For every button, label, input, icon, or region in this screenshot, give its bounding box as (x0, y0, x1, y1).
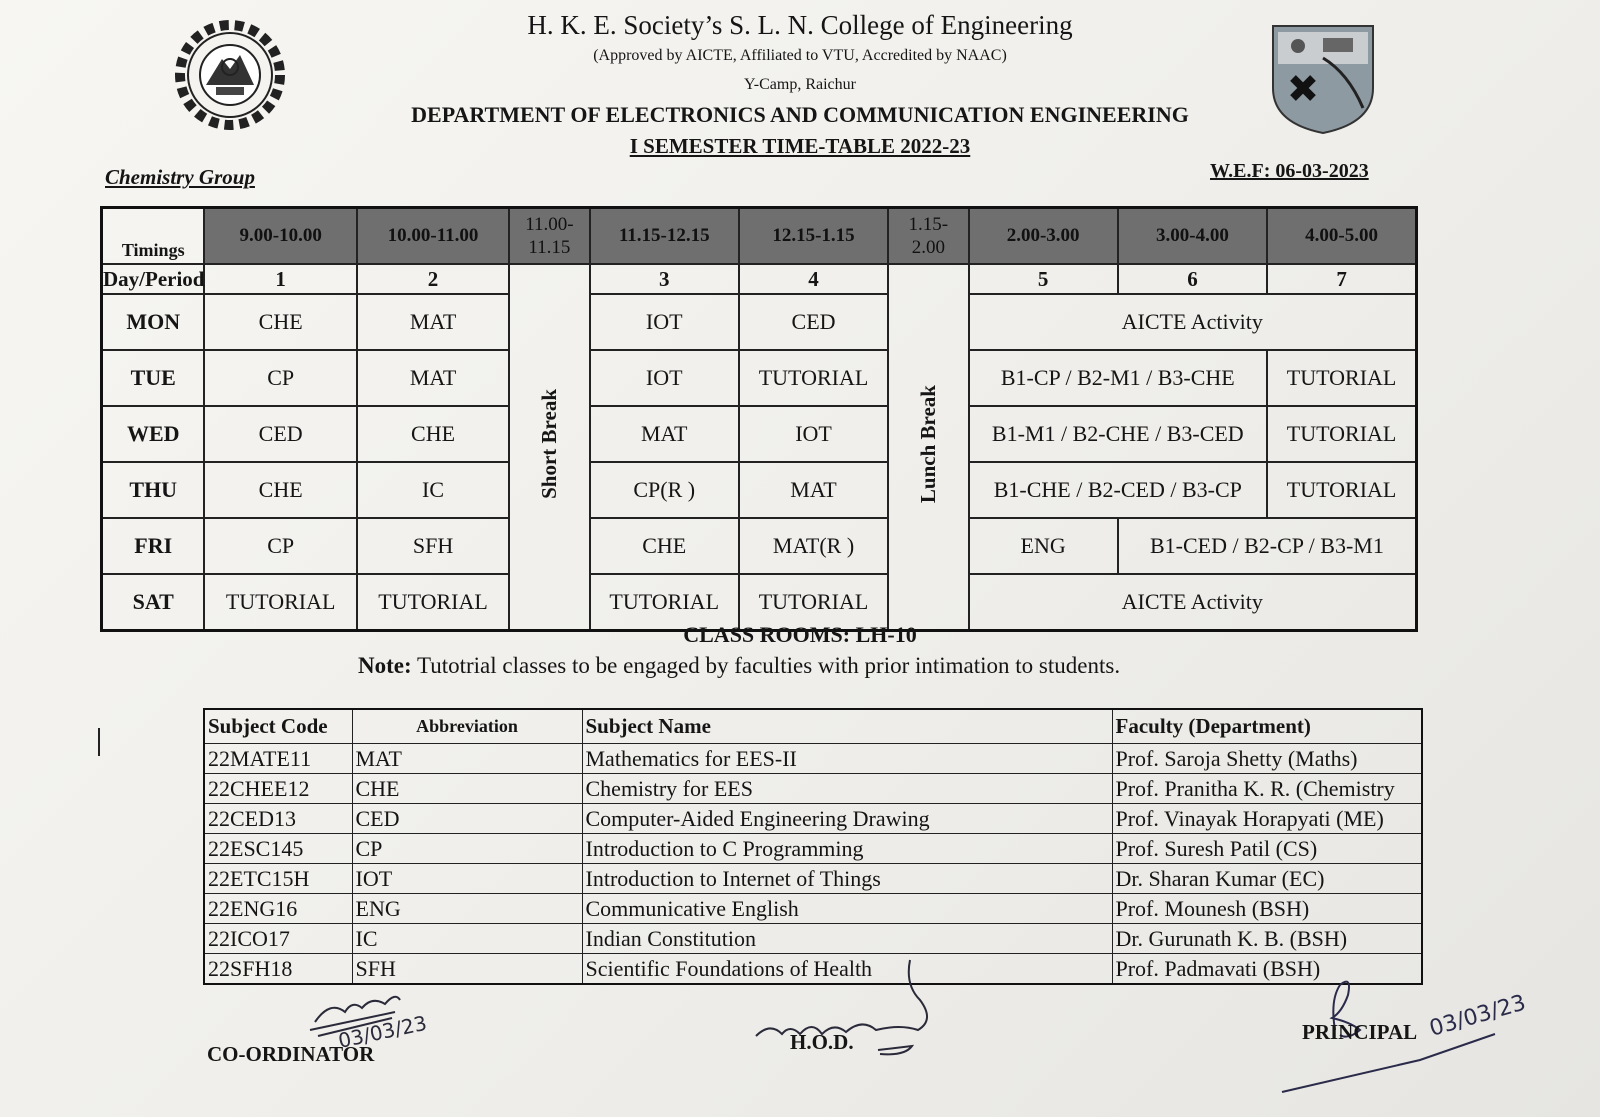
subject-faculty: Dr. Sharan Kumar (EC) (1112, 864, 1422, 894)
subject-abbr: ENG (352, 894, 582, 924)
class-rooms: CLASS ROOMS: LH-10 (683, 622, 917, 647)
subject-name: Mathematics for EES-II (582, 744, 1112, 774)
subject-faculty: Prof. Padmavati (BSH) (1112, 954, 1422, 985)
subject-code: 22CED13 (204, 804, 352, 834)
class-cell: CP(R ) (590, 462, 739, 518)
subject-abbr: CHE (352, 774, 582, 804)
table-row (204, 834, 1422, 864)
class-cell: MAT (357, 294, 509, 350)
lunch-break-label: Lunch Break (915, 384, 940, 504)
afternoon-cell: ENG (969, 518, 1118, 574)
subject-faculty: Prof. Vinayak Horapyati (ME) (1112, 804, 1422, 834)
dayperiod-label: Day/Period (102, 264, 205, 294)
subject-abbr: CP (352, 834, 582, 864)
subject-abbr: IC (352, 924, 582, 954)
subject-abbr: SFH (352, 954, 582, 985)
time-slot-1: 9.00-10.00 (204, 208, 356, 265)
subject-name: Communicative English (582, 894, 1112, 924)
college-approval: (Approved by AICTE, Affiliated to VTU, Accredited by NAAC) (593, 47, 1007, 64)
department-title: DEPARTMENT OF ELECTRONICS AND COMMUNICATION ENGINEERING (411, 102, 1189, 127)
class-cell: TUTORIAL (204, 574, 356, 631)
timetable-grid (100, 206, 1418, 632)
table-row (204, 924, 1422, 954)
day-label: TUE (102, 350, 205, 406)
afternoon-cell: B1-M1 / B2-CHE / B3-CED (969, 406, 1268, 462)
coordinator-label: CO-ORDINATOR (207, 1042, 375, 1066)
lunch-break-time-end: 2.00 (911, 237, 945, 258)
table-row (204, 864, 1422, 894)
table-row (204, 804, 1422, 834)
subject-faculty: Dr. Gurunath K. B. (BSH) (1112, 924, 1422, 954)
afternoon-cell: B1-CED / B2-CP / B3-M1 (1118, 518, 1417, 574)
group-label: Chemistry Group (105, 165, 255, 189)
subject-code: 22MATE11 (204, 744, 352, 774)
subject-name: Indian Constitution (582, 924, 1112, 954)
period-number-row (102, 264, 1417, 294)
time-slot-5: 2.00-3.00 (969, 208, 1118, 265)
timings-label: Timings (102, 208, 205, 265)
afternoon-cell: AICTE Activity (969, 574, 1417, 631)
subject-code: 22ETC15H (204, 864, 352, 894)
subject-code: 22ENG16 (204, 894, 352, 924)
short-break-column (509, 264, 589, 631)
period-number: 3 (590, 264, 739, 294)
subjects-header-row (204, 709, 1422, 744)
class-cell: CHE (590, 518, 739, 574)
class-cell: MAT (357, 350, 509, 406)
class-cell: CP (204, 350, 356, 406)
time-slot-6: 3.00-4.00 (1118, 208, 1267, 265)
note-text: Tutotrial classes to be engaged by faculties with prior intimation to students. (411, 653, 1121, 678)
class-cell: TUTORIAL (739, 350, 888, 406)
class-cell: CHE (204, 294, 356, 350)
time-slot-4: 12.15-1.15 (739, 208, 888, 265)
class-cell: CHE (357, 406, 509, 462)
afternoon-cell: TUTORIAL (1267, 350, 1416, 406)
subject-code: 22CHEE12 (204, 774, 352, 804)
subject-faculty: Prof. Saroja Shetty (Maths) (1112, 744, 1422, 774)
day-row-mon (102, 294, 1417, 350)
day-label: THU (102, 462, 205, 518)
table-row (204, 744, 1422, 774)
period-number: 7 (1267, 264, 1416, 294)
class-cell: IOT (590, 294, 739, 350)
subject-name: Introduction to Internet of Things (582, 864, 1112, 894)
class-cell: SFH (357, 518, 509, 574)
subject-code: 22ICO17 (204, 924, 352, 954)
short-break-time (509, 208, 589, 265)
time-slot-3: 11.15-12.15 (590, 208, 739, 265)
college-location: Y-Camp, Raichur (744, 76, 856, 93)
header-faculty: Faculty (Department) (1112, 709, 1422, 744)
day-label: MON (102, 294, 205, 350)
subject-code: 22ESC145 (204, 834, 352, 864)
subject-abbr: CED (352, 804, 582, 834)
subject-code: 22SFH18 (204, 954, 352, 985)
subject-faculty: Prof. Mounesh (BSH) (1112, 894, 1422, 924)
principal-date: 03/03/23 (1426, 990, 1529, 1042)
class-cell: MAT (739, 462, 888, 518)
college-name: H. K. E. Society’s S. L. N. College of Engineering (527, 10, 1073, 40)
subject-name: Computer-Aided Engineering Drawing (582, 804, 1112, 834)
subject-faculty: Prof. Suresh Patil (CS) (1112, 834, 1422, 864)
time-slot-7: 4.00-5.00 (1267, 208, 1416, 265)
coordinator-signature-icon (310, 997, 400, 1036)
principal-label: PRINCIPAL (1302, 1020, 1418, 1044)
day-label: FRI (102, 518, 205, 574)
afternoon-cell: AICTE Activity (969, 294, 1417, 350)
subjects-table (203, 708, 1423, 985)
class-cell: TUTORIAL (590, 574, 739, 631)
class-cell: MAT(R ) (739, 518, 888, 574)
class-cell: IC (357, 462, 509, 518)
class-cell: IOT (739, 406, 888, 462)
period-number: 2 (357, 264, 509, 294)
time-slot-2: 10.00-11.00 (357, 208, 509, 265)
subject-abbr: MAT (352, 744, 582, 774)
coordinator-date: 03/03/23 (336, 1010, 429, 1053)
lunch-break-time (888, 208, 968, 265)
subject-faculty: Prof. Pranitha K. R. (Chemistry (1112, 774, 1422, 804)
lunch-break-column (888, 264, 968, 631)
class-cell: CHE (204, 462, 356, 518)
class-cell: TUTORIAL (739, 574, 888, 631)
subject-name: Chemistry for EES (582, 774, 1112, 804)
class-cell: CED (739, 294, 888, 350)
day-row-wed (102, 406, 1417, 462)
timings-row (102, 208, 1417, 265)
subject-name: Introduction to C Programming (582, 834, 1112, 864)
afternoon-cell: TUTORIAL (1267, 406, 1416, 462)
short-break-time-end: 11.15 (528, 237, 571, 258)
short-break-label: Short Break (536, 389, 561, 499)
period-number: 1 (204, 264, 356, 294)
afternoon-cell: B1-CHE / B2-CED / B3-CP (969, 462, 1268, 518)
subject-name: Scientific Foundations of Health (582, 954, 1112, 985)
class-cell: TUTORIAL (357, 574, 509, 631)
period-number: 4 (739, 264, 888, 294)
table-row (204, 774, 1422, 804)
table-row (204, 894, 1422, 924)
class-cell: CP (204, 518, 356, 574)
day-row-fri (102, 518, 1417, 574)
afternoon-cell: TUTORIAL (1267, 462, 1416, 518)
note (358, 653, 1120, 679)
hod-label: H.O.D. (790, 1030, 854, 1054)
header-abbreviation: Abbreviation (352, 709, 582, 744)
header-subject-code: Subject Code (204, 709, 352, 744)
afternoon-cell: B1-CP / B2-M1 / B3-CHE (969, 350, 1268, 406)
lunch-break-time-start: 1.15- (908, 214, 949, 235)
wef-date: W.E.F: 06-03-2023 (1210, 160, 1369, 182)
period-number: 6 (1118, 264, 1267, 294)
class-cell: CED (204, 406, 356, 462)
class-cell: MAT (590, 406, 739, 462)
day-row-tue (102, 350, 1417, 406)
table-row (204, 954, 1422, 985)
class-cell: IOT (590, 350, 739, 406)
day-row-thu (102, 462, 1417, 518)
period-number: 5 (969, 264, 1118, 294)
short-break-time-start: 11.00- (525, 214, 574, 235)
day-label: SAT (102, 574, 205, 631)
subject-abbr: IOT (352, 864, 582, 894)
note-label: Note: (358, 653, 412, 678)
text-cursor (98, 728, 100, 756)
semester-title: I SEMESTER TIME-TABLE 2022-23 (629, 134, 971, 158)
day-label: WED (102, 406, 205, 462)
header-subject-name: Subject Name (582, 709, 1112, 744)
